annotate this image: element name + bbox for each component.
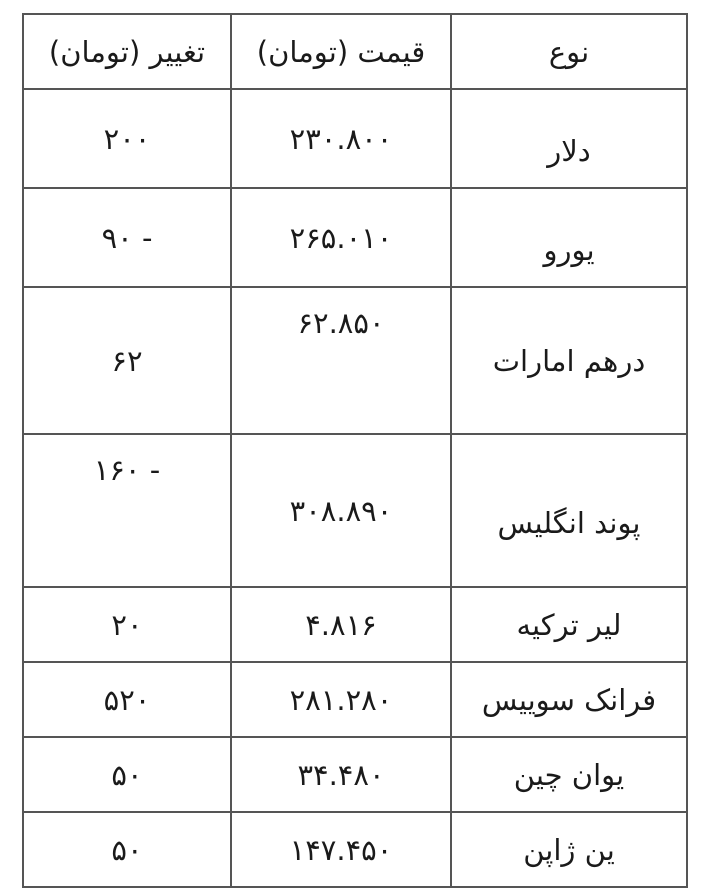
cell-change: - ۱۶۰ bbox=[23, 434, 231, 587]
cell-change: ۵۲۰ bbox=[23, 662, 231, 737]
table-row bbox=[23, 587, 687, 662]
table-row bbox=[23, 434, 687, 587]
cell-type: درهم امارات bbox=[451, 287, 687, 434]
cell-price: ۲۸۱.۲۸۰ bbox=[231, 662, 451, 737]
header-change: تغییر (تومان) bbox=[23, 14, 231, 89]
header-price: قیمت (تومان) bbox=[231, 14, 451, 89]
cell-type: فرانک سوییس bbox=[451, 662, 687, 737]
cell-price: ۲۶۵.۰۱۰ bbox=[231, 188, 451, 287]
table-row bbox=[23, 188, 687, 287]
cell-price: ۴.۸۱۶ bbox=[231, 587, 451, 662]
cell-type: پوند انگلیس bbox=[451, 434, 687, 587]
table-row bbox=[23, 812, 687, 887]
cell-change: ۲۰۰ bbox=[23, 89, 231, 188]
cell-price: ۱۴۷.۴۵۰ bbox=[231, 812, 451, 887]
table-row bbox=[23, 89, 687, 188]
cell-change: ۶۲ bbox=[23, 287, 231, 434]
cell-price: ۲۳۰.۸۰۰ bbox=[231, 89, 451, 188]
currency-table-container bbox=[22, 13, 686, 888]
cell-type: لیر ترکیه bbox=[451, 587, 687, 662]
cell-change: - ۹۰ bbox=[23, 188, 231, 287]
cell-price: ۳۰۸.۸۹۰ bbox=[231, 434, 451, 587]
cell-price: ۳۴.۴۸۰ bbox=[231, 737, 451, 812]
table-row bbox=[23, 662, 687, 737]
cell-change: ۲۰ bbox=[23, 587, 231, 662]
cell-type: یورو bbox=[451, 188, 687, 287]
cell-type: یوان چین bbox=[451, 737, 687, 812]
cell-change: ۵۰ bbox=[23, 737, 231, 812]
table-header-row bbox=[23, 14, 687, 89]
currency-rates-table bbox=[22, 13, 688, 888]
cell-price: ۶۲.۸۵۰ bbox=[231, 287, 451, 434]
table-row bbox=[23, 287, 687, 434]
cell-type: ین ژاپن bbox=[451, 812, 687, 887]
table-row bbox=[23, 737, 687, 812]
cell-type: دلار bbox=[451, 89, 687, 188]
header-type: نوع bbox=[451, 14, 687, 89]
cell-change: ۵۰ bbox=[23, 812, 231, 887]
